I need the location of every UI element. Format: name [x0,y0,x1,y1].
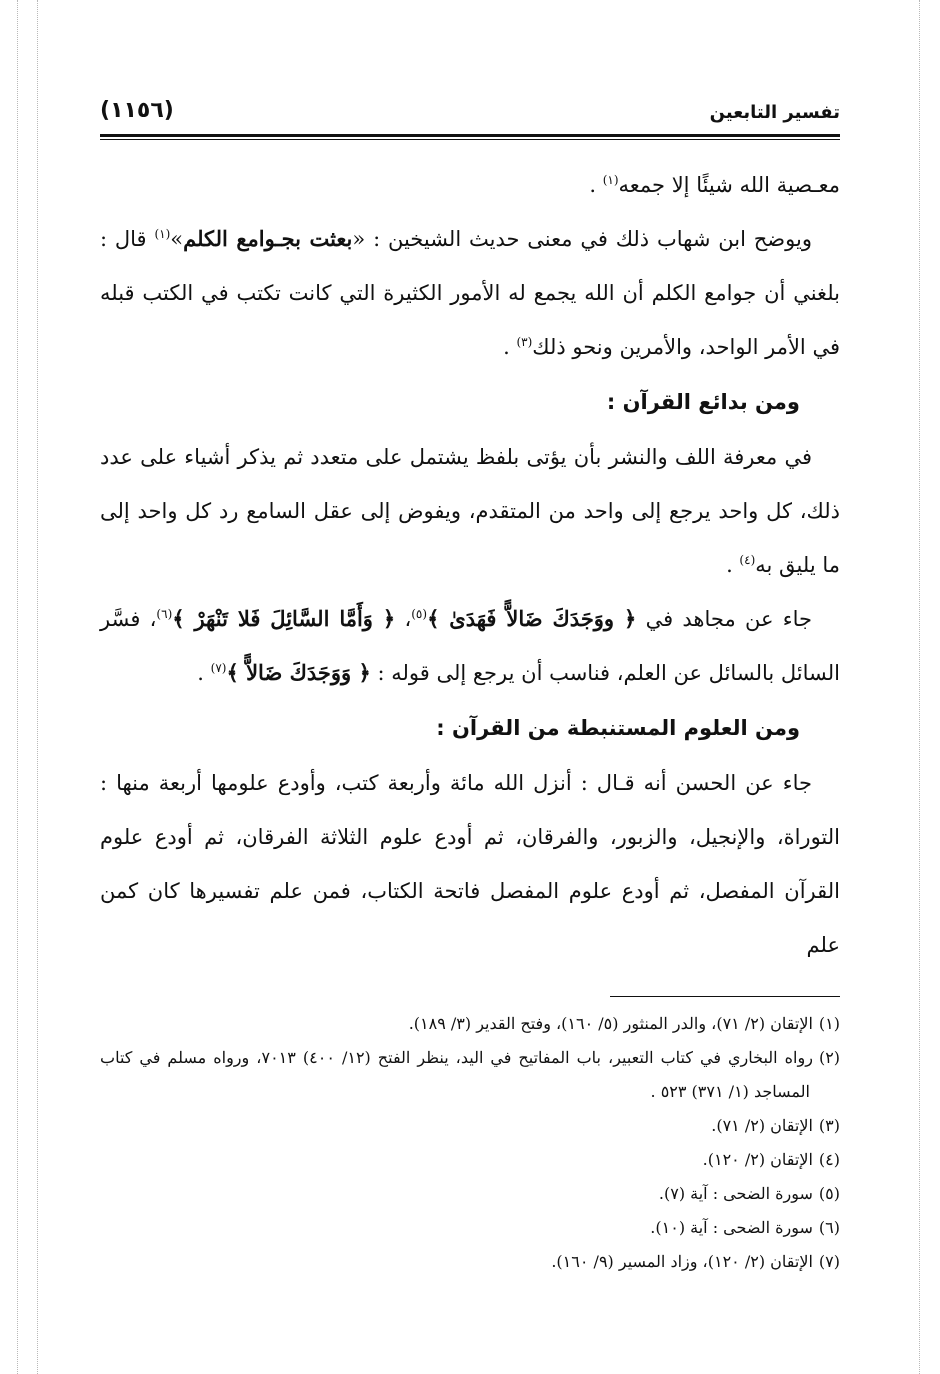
footnote [100,1177,840,1211]
text-run: فسَّر السائل بالسائل عن العلم، فناسب أن يرجع إلى قوله : [100,607,840,685]
footnote-number: (٧) [818,1252,840,1271]
footnote-text: سورة الضحى : آية (٧). [658,1184,813,1203]
text-run: ويوضح ابن شهاب ذلك في معنى حديث الشيخين : « [352,227,812,251]
footnote-text: سورة الضحى : آية (١٠). [650,1218,813,1237]
paragraph [100,756,840,972]
quran-verse: ﴿ وَوَجَدَكَ ضَالاًّ ﴾ [226,660,371,685]
text-run: جاء عن مجاهد في [636,607,813,631]
paragraph: في معرفة اللف والنشر بأن يؤتى بلفظ يشتمل على متعدد ثم يذكر أشياء على عدد ذلك، كل واحد يرجع إلى واحد من المتقدم، ويفوض إلى عقل السامع رد كل واحد إلى ما يليق به$^{(٤)}$ . [100,445,840,577]
scan-artifact-line [37,0,38,1374]
footnote-number: (١) [818,1014,840,1033]
footnote-number: (٢) [818,1048,841,1067]
quran-verse: ﴿ وَأَمَّا السَّائِلَ فَلا تَنْهَرْ ﴾ [172,606,396,631]
footnote-ref: (٣) [516,335,533,349]
running-header [100,96,840,132]
book-title: تفسير التابعين [709,102,840,123]
scan-artifact-line [17,0,18,1374]
paragraph: جاء عن مجاهد في ﴿ ووَجَدَكَ ضَالاًّ فَهَدَىٰ ﴾$^{(٥)}$، ﴿ وَأَمَّا السَّائِلَ فَلا تَنْهَرْ ﴾$^{(٦)}$، فسَّر السائل بالسائل عن العلم، فناسب أن يرجع إلى قوله : ﴿ وَوَجَدَكَ ضَالاًّ ﴾$^{(٧)}$ . [100,606,840,685]
footnote-ref: (٦) [156,607,173,621]
footnote-text: الإتقان (٢/ ٧١). [711,1116,813,1135]
footnote-separator [610,996,840,997]
footnote-ref: (٧) [210,661,227,675]
footnote-number: (٥) [818,1184,840,1203]
text-run: جاء عن الحسن أنه قـال : أنزل الله مائة وأربعة كتب، وأودع علومها أربعة منها : التوراة، والإنجيل، والزبور، والفرقان، ثم أودع علوم الثلاثة الفرقان، ثم أودع علوم القرآن المفصل، ثم أودع علوم المفصل فاتحة الكتاب، فمن علم تفسيرها كان كمن علم [100,771,840,957]
paragraph: معـصية الله شيئًا إلا جمعه$^{(١)}$ . [589,173,840,197]
footnote-text: الإتقان (٢/ ١٢٠)، وزاد المسير (٩/ ١٦٠). [551,1252,813,1271]
section-heading: ومن بدائع القرآن : [606,390,800,414]
footnote [100,1143,840,1177]
footnote [100,1007,840,1041]
footnote-number: (٣) [818,1116,840,1135]
footnote-text: الإتقان (٢/ ٧١)، والدر المنثور (٥/ ١٦٠)، وفتح القدير (٣/ ١٨٩). [408,1014,813,1033]
footnote [100,1211,840,1245]
section-heading: ومن العلوم المستنبطة من القرآن : [436,716,800,740]
footnote-ref: (١) [154,227,171,241]
footnote [100,1041,840,1109]
quote-close: » [170,227,184,251]
footnotes [100,1007,840,1279]
main-text [100,158,840,972]
header-rule [100,134,840,140]
text-run: معـصية الله شيئًا إلا جمعه [618,173,840,197]
footnote [100,1109,840,1143]
hadith-quote: بعثت بجـوامع الكلم [183,226,353,251]
book-page [100,96,840,1279]
footnote-number: (٦) [818,1218,840,1237]
text-run: في معرفة اللف والنشر بأن يؤتى بلفظ يشتمل على متعدد ثم يذكر أشياء على عدد ذلك، كل واحد يرجع إلى واحد من المتقدم، ويفوض إلى عقل السامع رد كل واحد إلى ما يليق به [100,445,840,577]
footnote-text: الإتقان (٢/ ١٢٠). [702,1150,813,1169]
quran-verse: ﴿ ووَجَدَكَ ضَالاًّ فَهَدَىٰ ﴾ [427,606,637,631]
footnote-number: (٤) [818,1150,840,1169]
footnote [100,1245,840,1279]
footnote-ref: (٥) [411,607,428,621]
footnote-text: رواه البخاري في كتاب التعبير، باب المفاتيح في اليد، ينظر الفتح (١٢/ ٤٠٠) ٧٠١٣، ورواه مسلم في كتاب المساجد (١/ ٣٧١) ٥٢٣ . [100,1048,813,1101]
footnote-ref: (١) [602,173,619,187]
footnote-ref: (٤) [739,553,756,567]
text-run: قال : بلغني أن جوامع الكلم أن الله يجمع له الأمور الكثيرة التي كانت تكتب في الكتب قبله في الأمر الواحد، والأمرين ونحو ذلك [100,227,840,359]
paragraph: ويوضح ابن شهاب ذلك في معنى حديث الشيخين : «بعثت بجـوامع الكلم»$^{(١)}$ قال : بلغني أن جوامع الكلم أن الله يجمع له الأمور الكثيرة التي كانت تكتب في الكتب قبله في الأمر الواحد، والأمرين ونحو ذلك$^{(٣)}$ . [100,226,840,359]
scan-artifact-line [919,0,920,1374]
page-number: (١١٥٦) [100,98,174,123]
